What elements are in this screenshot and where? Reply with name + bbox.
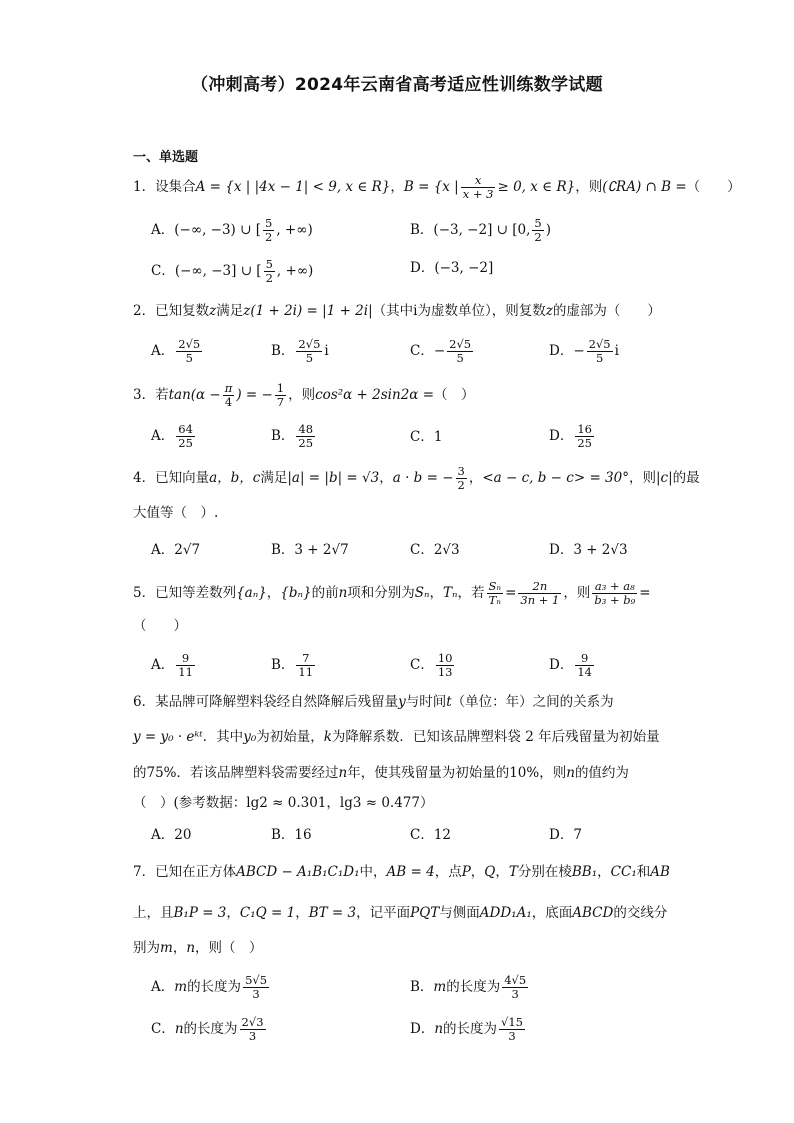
- q6-d-text: 7: [573, 827, 582, 843]
- q1-frac-num: x: [461, 174, 496, 188]
- q1-stem-text: 1．设集合: [133, 179, 196, 195]
- q7-c1: ，: [470, 864, 485, 880]
- q2-d-post: i: [614, 343, 619, 359]
- q6-l3d: ，则: [539, 765, 567, 781]
- q1-paren: （ ）: [686, 179, 741, 195]
- q5-c-label: C．: [410, 657, 434, 673]
- q2-s1: 2．已知复数: [133, 303, 210, 319]
- q7-option-a[interactable]: [151, 974, 271, 1001]
- q4-l1a: 4．已知向量: [133, 470, 210, 486]
- q6-b-text: 16: [294, 827, 312, 843]
- q7-c-num: 2√3: [241, 1015, 264, 1029]
- q6-l3a: 的: [133, 765, 147, 781]
- q5-f1: [487, 580, 504, 607]
- q5-s1: 5．已知等差数列: [133, 585, 237, 601]
- q1-set-b-fraction: [461, 174, 496, 201]
- question-7-line3: [133, 938, 263, 958]
- q1-b-den: 2: [534, 230, 542, 244]
- q7-d-mid: 的长度为: [443, 1021, 498, 1037]
- q1-frac-den: x + 3: [462, 187, 494, 201]
- q7-l2c: 与侧面: [439, 905, 480, 921]
- q1-set-b-pre: B = {x |: [403, 179, 459, 195]
- q5-c-frac: [436, 652, 455, 679]
- q3-a-frac: [176, 423, 195, 450]
- q7-c-var: n: [174, 1021, 184, 1037]
- q4-vecs: a，b，c: [209, 470, 261, 486]
- q6-a-text: 20: [174, 827, 192, 843]
- q4-option-a[interactable]: [151, 540, 200, 560]
- q2-b-post: i: [324, 343, 329, 359]
- q2-b-den: 5: [305, 351, 314, 365]
- q4-absc: |c|: [655, 470, 673, 486]
- q7-pqt: PQT: [410, 905, 440, 921]
- q7-b-den: 3: [511, 987, 519, 1001]
- q2-d-num: 2√5: [588, 337, 611, 351]
- q7-a-frac: [243, 974, 269, 1001]
- q6-formula: y = y₀ · eᵏᵗ: [133, 729, 203, 745]
- q4-cond1: |a| = |b| = √3: [287, 470, 380, 486]
- q1-b-label: B．: [410, 222, 434, 238]
- q5-c-num: 10: [437, 651, 453, 665]
- q3-a-num: 64: [178, 422, 193, 436]
- q2-s2: 满足: [216, 303, 244, 319]
- q6-l1: 6．某品牌可降解塑料袋经自然降解后残留量: [133, 694, 399, 710]
- q7-t: T: [508, 864, 518, 880]
- q7-bt: BT = 3: [308, 905, 357, 921]
- q3-tan-post: ) = −: [236, 387, 273, 403]
- q3-b-num: 48: [298, 422, 314, 436]
- q7-b-mid: 的长度为: [446, 979, 501, 995]
- q4-l1c: ，则: [628, 470, 656, 486]
- q6-c-label: C．: [410, 827, 434, 843]
- question-1-stem: [133, 173, 741, 201]
- q7-cube: ABCD − A₁B₁C₁D₁: [236, 864, 360, 880]
- q6-l3c: 年，使其残留量为初始量的: [347, 765, 510, 781]
- q5-a-den: 11: [178, 665, 193, 679]
- q4-b-text: 3 + 2√7: [294, 542, 349, 558]
- q1-a-post: , +∞): [276, 222, 313, 238]
- q7-l1c: ，点: [434, 864, 462, 880]
- q4-cond3: <a − c, b − c> = 30°: [482, 470, 629, 486]
- q6-l3b: ．若该品牌塑料袋需要经过: [176, 765, 339, 781]
- q7-q: Q: [484, 864, 496, 880]
- q5-b-label: B．: [271, 657, 295, 673]
- q2-c-num: 2√5: [449, 337, 472, 351]
- q6-lg2: lg2 ≈ 0.301: [246, 795, 327, 811]
- q1-d-text: (−3, −2]: [434, 260, 494, 276]
- q1-option-b[interactable]: [410, 217, 551, 244]
- q7-d-var: n: [434, 1021, 444, 1037]
- q6-sep: ，: [326, 795, 340, 811]
- q6-option-b[interactable]: [271, 825, 312, 845]
- q3-r-num: 1: [276, 381, 285, 395]
- q5-a-label: A．: [151, 657, 175, 673]
- section-heading: 一、单选题: [133, 150, 199, 165]
- q5-s5: ，: [429, 585, 444, 601]
- q3-pi-den: 4: [224, 395, 233, 409]
- q1-a-frac: [263, 217, 274, 244]
- q6-option-d[interactable]: [549, 825, 582, 845]
- q7-ab2: AB: [650, 864, 670, 880]
- q1-a-pre: (−∞, −3) ∪ [: [174, 222, 261, 238]
- q5-f1-num: Sₙ: [488, 579, 502, 593]
- q1-c-den: 2: [265, 271, 273, 285]
- q6-option-a[interactable]: [151, 825, 191, 845]
- q5-s6: ，若: [457, 585, 485, 601]
- q6-t: t: [446, 694, 452, 710]
- q3-d-label: D．: [549, 428, 574, 444]
- q2-a-frac: [176, 338, 202, 365]
- q4-c2-frac: [456, 465, 467, 492]
- q2-a-num: 2√5: [178, 337, 201, 351]
- q4-a-label: A．: [151, 542, 175, 558]
- q7-c3: ，: [597, 864, 611, 880]
- q5-d-frac: [575, 652, 594, 679]
- q7-d-frac: [499, 1016, 525, 1043]
- q5-f3-num: a₃ + a₈: [592, 580, 637, 594]
- q7-c6: ，: [172, 940, 187, 956]
- q2-z: z: [209, 303, 217, 319]
- q4-cond2: a · b = −: [392, 470, 454, 486]
- q2-eq: z(1 + 2i) = |1 + 2i|: [243, 303, 373, 319]
- q6-y0: y₀: [243, 729, 257, 745]
- q7-m: m: [160, 940, 173, 956]
- q3-c-label: C．: [410, 429, 434, 445]
- q7-a-label: A．: [151, 979, 175, 995]
- q1-option-c[interactable]: [151, 258, 313, 285]
- q5-option-b[interactable]: [271, 652, 317, 679]
- q4-b-label: B．: [271, 542, 295, 558]
- q3-paren: （ ）: [434, 387, 475, 403]
- q5-n: n: [338, 585, 348, 601]
- q5-d-den: 14: [577, 665, 592, 679]
- q5-s7: ，则: [563, 585, 591, 601]
- q6-lg3: lg3 ≈ 0.477: [339, 795, 420, 811]
- q4-d-text: 3 + 2√3: [573, 542, 628, 558]
- q4-c2-den: 2: [457, 478, 465, 492]
- q7-a-mid: 的长度为: [187, 979, 242, 995]
- q5-b-num: 7: [296, 652, 315, 666]
- question-7-line1: [133, 862, 670, 882]
- q3-s2: ，则: [288, 387, 316, 403]
- q7-c2: ，: [495, 864, 509, 880]
- q7-d-label: D．: [410, 1021, 435, 1037]
- q4-c2-num: 3: [457, 464, 465, 478]
- q7-ab: AB = 4: [386, 864, 435, 880]
- q3-d-den: 25: [577, 436, 592, 450]
- q1-c-post: , +∞): [276, 263, 314, 279]
- q2-option-b[interactable]: [271, 338, 329, 365]
- q6-l2: ．其中: [202, 729, 244, 745]
- q2-d-pre: −: [573, 343, 585, 359]
- question-5-line1: [133, 580, 653, 607]
- q4-c-text: 2√3: [433, 542, 460, 558]
- q3-a-den: 25: [178, 436, 193, 450]
- q2-c-pre: −: [433, 343, 446, 359]
- question-5-paren: （ ）: [133, 618, 187, 634]
- q5-b-den: 11: [298, 665, 314, 679]
- question-2-stem: [133, 301, 661, 321]
- q2-b-num: 2√5: [298, 337, 321, 351]
- question-6-line1: [133, 692, 653, 712]
- q7-l1e: 和: [636, 864, 651, 880]
- q7-b-frac: [502, 974, 528, 1001]
- q1-a-den: 2: [265, 230, 273, 244]
- q1-c-frac: [264, 258, 275, 285]
- q3-r-frac: [275, 382, 286, 409]
- q7-l1b: 中，: [359, 864, 387, 880]
- q7-n: n: [186, 940, 196, 956]
- q5-s4: 项和分别为: [347, 585, 415, 601]
- q7-p: P: [461, 864, 471, 880]
- q6-l1b: 与时间: [405, 694, 447, 710]
- question-7-line2: [133, 903, 667, 923]
- q6-k: k: [323, 729, 332, 745]
- q7-l2a: 上，且: [133, 905, 174, 921]
- q7-option-d[interactable]: [410, 1016, 527, 1043]
- q6-option-c[interactable]: [410, 825, 451, 845]
- q3-r-den: 7: [276, 395, 285, 409]
- q6-l4: （ ）(参考数据：: [133, 795, 247, 811]
- q7-d-num: √15: [501, 1015, 523, 1029]
- q3-expr: cos²α + 2sin2α =: [315, 387, 435, 403]
- question-4-line2: 大值等（ ）.: [133, 505, 219, 521]
- q1-set-b-post: ≥ 0, x ∈ R}: [497, 179, 576, 195]
- q5-an: {aₙ}: [236, 585, 267, 601]
- q7-b-var: m: [433, 979, 447, 995]
- q3-a-label: A．: [151, 428, 175, 444]
- q7-option-c[interactable]: [151, 1016, 268, 1043]
- q4-option-b[interactable]: [271, 540, 349, 560]
- q3-option-a[interactable]: [151, 423, 197, 450]
- q5-option-a[interactable]: [151, 652, 197, 679]
- q6-c-text: 12: [433, 827, 452, 843]
- q3-c-text: 1: [433, 429, 443, 445]
- q4-sep2: ，: [468, 470, 483, 486]
- q7-l2d: ，底面: [531, 905, 573, 921]
- q1-b-frac: [532, 217, 543, 244]
- q2-s3: （其中i为虚数单位），则复数: [372, 303, 546, 319]
- q5-f2-num: 2n: [518, 580, 561, 594]
- q6-n2: n: [566, 765, 575, 781]
- q5-sn: Sₙ: [414, 585, 430, 601]
- q7-option-b[interactable]: [410, 974, 530, 1001]
- q5-a-frac: [176, 652, 195, 679]
- q4-c-label: C．: [410, 542, 434, 558]
- q5-s3: 的前: [311, 585, 339, 601]
- q1-expr: (∁RA) ∩ B =: [602, 179, 687, 195]
- q3-pi-num: π: [224, 381, 233, 395]
- q7-c1q: C₁Q = 1: [239, 905, 296, 921]
- q3-b-label: B．: [271, 428, 295, 444]
- q6-p10: 10%: [509, 765, 540, 781]
- q7-abcd: ABCD: [572, 905, 614, 921]
- q7-bb1: BB₁: [571, 864, 598, 880]
- q2-d-den: 5: [595, 351, 604, 365]
- q4-option-c[interactable]: [410, 540, 460, 560]
- q7-c5: ，: [295, 905, 309, 921]
- q7-a-num: 5√5: [245, 973, 268, 987]
- q7-l2e: 的交线分: [613, 905, 668, 921]
- question-3-stem: [133, 382, 653, 409]
- q1-c-label: C．: [151, 263, 175, 279]
- q3-pi-frac: [223, 382, 235, 409]
- q5-s2: ，: [266, 585, 281, 601]
- q7-d-den: 3: [508, 1029, 516, 1043]
- q3-b-frac: [296, 423, 315, 450]
- q1-a-num: 5: [265, 216, 273, 230]
- q7-a-den: 3: [252, 987, 260, 1001]
- question-6-line2: [133, 727, 660, 747]
- q3-option-b[interactable]: [271, 423, 317, 450]
- q4-option-d[interactable]: [549, 540, 628, 560]
- q3-option-d[interactable]: [549, 423, 596, 450]
- q1-d-label: D．: [410, 260, 435, 276]
- q6-l1c: （单位：年）之间的关系为: [451, 694, 614, 710]
- q5-tn: Tₙ: [443, 585, 458, 601]
- q2-option-c[interactable]: [410, 338, 475, 365]
- q5-c-den: 13: [437, 665, 453, 679]
- q2-c-frac: [447, 338, 473, 365]
- q6-y: y: [398, 694, 406, 710]
- q7-a-var: m: [174, 979, 188, 995]
- q4-sep: ，: [379, 470, 393, 486]
- q1-set-a: A = {x | |4x − 1| < 9, x ∈ R}: [195, 179, 391, 195]
- q3-option-c[interactable]: [410, 427, 442, 447]
- q4-d-label: D．: [549, 542, 574, 558]
- q2-option-a[interactable]: [151, 338, 204, 365]
- q7-cc1: CC₁: [610, 864, 637, 880]
- q6-p75: 75%: [146, 765, 177, 781]
- q1-c-num: 5: [265, 257, 273, 271]
- q2-c-den: 5: [456, 351, 464, 365]
- q7-c-frac: [240, 1016, 266, 1043]
- q2-s4: 的虚部为（ ）: [552, 303, 661, 319]
- q2-d-label: D．: [549, 343, 574, 359]
- q7-add: ADD₁A₁: [479, 905, 532, 921]
- q7-l3b: ，则（ ）: [195, 940, 263, 956]
- q4-l1b: 满足: [260, 470, 288, 486]
- q6-l4b: ）: [419, 795, 434, 811]
- q7-b1p: B₁P = 3: [173, 905, 227, 921]
- q5-f3: [592, 580, 637, 607]
- q1-b-post: ): [545, 222, 551, 238]
- page-title: （冲刺高考）2024年云南省高考适应性训练数学试题: [191, 75, 603, 95]
- question-6-line3: [133, 763, 629, 783]
- q3-s1: 3．若: [133, 387, 169, 403]
- q6-d-label: D．: [549, 827, 574, 843]
- q2-d-frac: [587, 338, 613, 365]
- q2-a-label: A．: [151, 343, 175, 359]
- q7-b-label: B．: [410, 979, 434, 995]
- q6-l2b: 为初始量，: [256, 729, 324, 745]
- q1-stem-b: ，则: [575, 179, 603, 195]
- q7-l1d: 分别在棱: [517, 864, 572, 880]
- q5-f2-den: 3n + 1: [520, 593, 560, 607]
- q7-l1a: 7．已知在正方体: [133, 864, 237, 880]
- q5-f2: [518, 580, 561, 607]
- q1-option-a[interactable]: [151, 217, 313, 244]
- q5-option-c[interactable]: [410, 652, 456, 679]
- q2-z2: z: [545, 303, 553, 319]
- q5-a-num: 9: [176, 652, 195, 666]
- q4-a-text: 2√7: [174, 542, 201, 558]
- q7-b-num: 4√5: [504, 973, 527, 987]
- q5-eq2: =: [639, 585, 651, 601]
- q2-c-label: C．: [410, 343, 434, 359]
- q3-d-num: 16: [577, 422, 592, 436]
- q1-b-num: 5: [534, 216, 542, 230]
- question-4-line1: [133, 464, 700, 492]
- q5-f1-den: Tₙ: [488, 593, 501, 607]
- q5-d-num: 9: [575, 652, 594, 666]
- q2-b-frac: [296, 338, 322, 365]
- q7-l2b: ，记平面: [356, 905, 411, 921]
- q7-c4: ，: [226, 905, 240, 921]
- q1-c-pre: (−∞, −3] ∪ [: [174, 263, 262, 279]
- q5-eq: =: [505, 585, 517, 601]
- q5-option-d[interactable]: [549, 652, 596, 679]
- q2-b-label: B．: [271, 343, 295, 359]
- q1-b-pre: (−3, −2] ∪ [0,: [433, 222, 531, 238]
- q6-b-label: B．: [271, 827, 295, 843]
- q1-option-d[interactable]: [410, 258, 493, 278]
- q3-d-frac: [575, 423, 594, 450]
- q6-n: n: [338, 765, 348, 781]
- q3-tan-pre: tan(α −: [168, 387, 221, 403]
- q6-a-label: A．: [151, 827, 175, 843]
- q4-l1d: 的最: [672, 470, 700, 486]
- q6-l3e: 的值约为: [574, 765, 629, 781]
- question-6-line4: [133, 793, 433, 813]
- q5-d-label: D．: [549, 657, 574, 673]
- q2-option-d[interactable]: [549, 338, 619, 365]
- q7-c-den: 3: [248, 1029, 257, 1043]
- q6-l2c: 为降解系数．已知该品牌塑料袋 2 年后残留量为初始量: [331, 729, 660, 745]
- q7-c-mid: 的长度为: [183, 1021, 238, 1037]
- q5-f3-den: b₃ + b₉: [594, 593, 636, 607]
- q5-bn: {bₙ}: [280, 585, 312, 601]
- q5-b-frac: [296, 652, 315, 679]
- q1-sep: ，: [390, 179, 404, 195]
- q1-a-label: A．: [151, 222, 175, 238]
- q3-b-den: 25: [298, 436, 314, 450]
- q7-c-label: C．: [151, 1021, 175, 1037]
- q2-a-den: 5: [185, 351, 193, 365]
- q7-l3a: 别为: [133, 940, 160, 956]
